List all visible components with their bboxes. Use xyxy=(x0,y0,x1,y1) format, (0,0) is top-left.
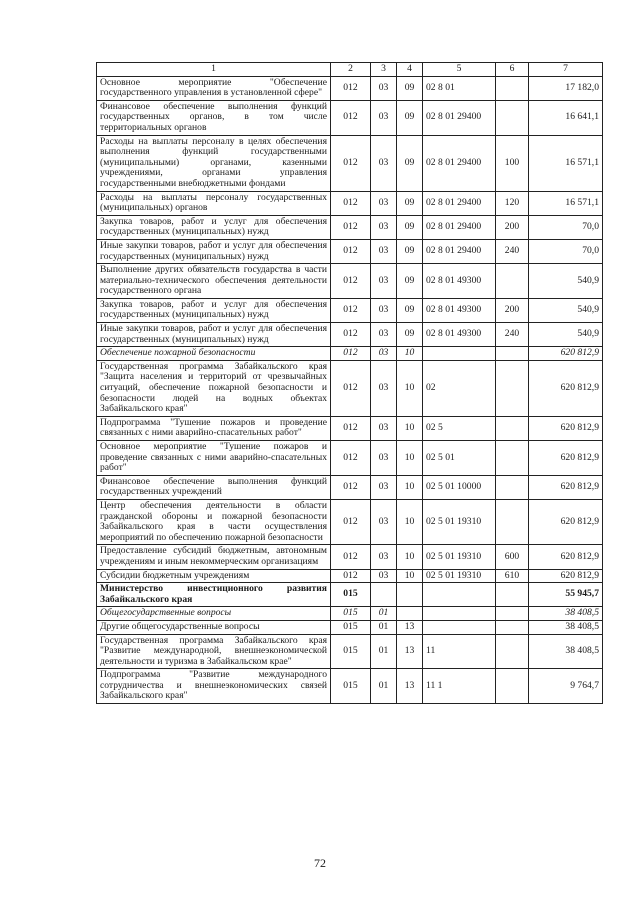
row-section-code: 03 xyxy=(371,298,397,322)
row-expense-type xyxy=(496,441,529,476)
table-row xyxy=(97,298,603,322)
row-grbs-code: 012 xyxy=(331,239,371,263)
table-row xyxy=(97,191,603,215)
row-subsection-code: 09 xyxy=(397,264,423,299)
row-expense-type: 200 xyxy=(496,298,529,322)
table-row xyxy=(97,264,603,299)
row-amount: 620 812,9 xyxy=(529,360,603,416)
row-target-article: 02 8 01 29400 xyxy=(423,100,496,135)
row-amount: 16 571,1 xyxy=(529,191,603,215)
row-name: Финансовое обеспечение выполнения функций государственных органов, в том числе территориальных органов xyxy=(97,100,331,135)
row-name: Основное мероприятие "Тушение пожаров и проведение связанных с ними аварийно-спасательных работ" xyxy=(97,441,331,476)
table-row xyxy=(97,475,603,499)
row-section-code: 03 xyxy=(371,76,397,100)
row-section-code: 03 xyxy=(371,360,397,416)
row-section-code xyxy=(371,583,397,607)
row-grbs-code: 012 xyxy=(331,323,371,347)
row-grbs-code: 012 xyxy=(331,264,371,299)
row-grbs-code: 012 xyxy=(331,135,371,191)
table-row xyxy=(97,607,603,621)
row-name: Субсидии бюджетным учреждениям xyxy=(97,569,331,583)
row-expense-type: 240 xyxy=(496,239,529,263)
row-target-article xyxy=(423,347,496,361)
row-section-code: 03 xyxy=(371,441,397,476)
table-row xyxy=(97,215,603,239)
table-header-row xyxy=(97,63,603,77)
table-body xyxy=(97,76,603,703)
table-row xyxy=(97,583,603,607)
row-expense-type: 600 xyxy=(496,545,529,569)
row-amount: 38 408,5 xyxy=(529,634,603,669)
row-target-article: 02 5 xyxy=(423,416,496,440)
table-row xyxy=(97,100,603,135)
row-section-code: 03 xyxy=(371,347,397,361)
row-grbs-code: 012 xyxy=(331,499,371,544)
row-name: Основное мероприятие "Обеспечение государственного управления в установленной сфере" xyxy=(97,76,331,100)
row-name: Закупка товаров, работ и услуг для обеспечения государственных (муниципальных) нужд xyxy=(97,215,331,239)
table-row xyxy=(97,76,603,100)
table-row xyxy=(97,569,603,583)
row-name: Центр обеспечения деятельности в области гражданской обороны и пожарной безопасности Забайкальского края в части осуществления мероприятий по обеспечению пожарной безопасности xyxy=(97,499,331,544)
header-col-7: 7 xyxy=(529,63,603,77)
row-amount: 620 812,9 xyxy=(529,347,603,361)
table-row xyxy=(97,323,603,347)
row-subsection-code xyxy=(397,607,423,621)
row-expense-type xyxy=(496,620,529,634)
row-target-article: 02 8 01 49300 xyxy=(423,264,496,299)
row-subsection-code: 10 xyxy=(397,441,423,476)
row-expense-type xyxy=(496,669,529,704)
row-subsection-code: 09 xyxy=(397,215,423,239)
row-amount: 540,9 xyxy=(529,323,603,347)
row-amount: 620 812,9 xyxy=(529,416,603,440)
row-section-code: 03 xyxy=(371,569,397,583)
row-amount: 38 408,5 xyxy=(529,607,603,621)
row-expense-type xyxy=(496,475,529,499)
row-subsection-code: 10 xyxy=(397,545,423,569)
row-subsection-code: 09 xyxy=(397,191,423,215)
row-grbs-code: 012 xyxy=(331,416,371,440)
row-expense-type: 610 xyxy=(496,569,529,583)
row-target-article: 02 5 01 xyxy=(423,441,496,476)
table-row xyxy=(97,620,603,634)
row-expense-type xyxy=(496,416,529,440)
row-amount: 620 812,9 xyxy=(529,475,603,499)
row-grbs-code: 012 xyxy=(331,441,371,476)
row-target-article: 02 5 01 19310 xyxy=(423,499,496,544)
row-amount: 38 408,5 xyxy=(529,620,603,634)
row-name: Расходы на выплаты персоналу государственных (муниципальных) органов xyxy=(97,191,331,215)
row-section-code: 03 xyxy=(371,135,397,191)
table-row xyxy=(97,441,603,476)
row-section-code: 03 xyxy=(371,215,397,239)
header-col-3: 3 xyxy=(371,63,397,77)
row-name: Обеспечение пожарной безопасности xyxy=(97,347,331,361)
row-name: Подпрограмма "Развитие международного сотрудничества и внешнеэкономических связей Забайкальского края" xyxy=(97,669,331,704)
row-section-code: 03 xyxy=(371,239,397,263)
row-amount: 540,9 xyxy=(529,264,603,299)
row-name: Министерство инвестиционного развития Забайкальского края xyxy=(97,583,331,607)
row-expense-type xyxy=(496,499,529,544)
row-grbs-code: 015 xyxy=(331,583,371,607)
row-grbs-code: 012 xyxy=(331,569,371,583)
row-section-code: 03 xyxy=(371,475,397,499)
row-subsection-code: 10 xyxy=(397,360,423,416)
row-name: Подпрограмма "Тушение пожаров и проведение связанных с ними аварийно-спасательных работ" xyxy=(97,416,331,440)
row-amount: 17 182,0 xyxy=(529,76,603,100)
row-subsection-code: 10 xyxy=(397,499,423,544)
row-grbs-code: 012 xyxy=(331,76,371,100)
table-row xyxy=(97,499,603,544)
row-name: Закупка товаров, работ и услуг для обеспечения государственных (муниципальных) нужд xyxy=(97,298,331,322)
row-expense-type xyxy=(496,76,529,100)
row-amount: 540,9 xyxy=(529,298,603,322)
row-expense-type: 240 xyxy=(496,323,529,347)
row-amount: 620 812,9 xyxy=(529,441,603,476)
row-name: Выполнение других обязательств государства в части материально-технического обеспечения деятельности государственного органа xyxy=(97,264,331,299)
row-target-article: 02 5 01 10000 xyxy=(423,475,496,499)
table-row xyxy=(97,347,603,361)
header-col-2: 2 xyxy=(331,63,371,77)
row-grbs-code: 015 xyxy=(331,669,371,704)
row-target-article: 02 8 01 29400 xyxy=(423,215,496,239)
header-col-1: 1 xyxy=(97,63,331,77)
row-target-article: 11 1 xyxy=(423,669,496,704)
row-name: Иные закупки товаров, работ и услуг для обеспечения государственных (муниципальных) нужд xyxy=(97,323,331,347)
row-target-article: 02 8 01 29400 xyxy=(423,135,496,191)
row-target-article: 11 xyxy=(423,634,496,669)
row-amount: 16 571,1 xyxy=(529,135,603,191)
row-section-code: 01 xyxy=(371,607,397,621)
row-section-code: 03 xyxy=(371,264,397,299)
row-expense-type xyxy=(496,100,529,135)
row-expense-type xyxy=(496,264,529,299)
row-grbs-code: 015 xyxy=(331,620,371,634)
row-subsection-code: 10 xyxy=(397,416,423,440)
row-name: Государственная программа Забайкальского края "Защита населения и территорий от чрезвычайных ситуаций, обеспечение пожарной безопасности и безопасности людей на водных объектах Забайкальского края" xyxy=(97,360,331,416)
row-subsection-code: 13 xyxy=(397,634,423,669)
table-row xyxy=(97,545,603,569)
row-name: Расходы на выплаты персоналу в целях обеспечения выполнения функций государственными (муниципальными) органами, казенными учреждениями, органами управления государственными внебюджетными фондами xyxy=(97,135,331,191)
row-amount: 9 764,7 xyxy=(529,669,603,704)
row-amount: 70,0 xyxy=(529,239,603,263)
header-col-4: 4 xyxy=(397,63,423,77)
row-target-article: 02 8 01 29400 xyxy=(423,239,496,263)
row-grbs-code: 012 xyxy=(331,475,371,499)
row-expense-type xyxy=(496,607,529,621)
row-target-article xyxy=(423,583,496,607)
row-grbs-code: 012 xyxy=(331,347,371,361)
row-amount: 620 812,9 xyxy=(529,569,603,583)
row-expense-type xyxy=(496,347,529,361)
row-subsection-code: 09 xyxy=(397,239,423,263)
row-name: Другие общегосударственные вопросы xyxy=(97,620,331,634)
row-expense-type: 100 xyxy=(496,135,529,191)
row-grbs-code: 012 xyxy=(331,191,371,215)
row-amount: 620 812,9 xyxy=(529,545,603,569)
row-subsection-code: 09 xyxy=(397,76,423,100)
header-col-5: 5 xyxy=(423,63,496,77)
row-grbs-code: 015 xyxy=(331,634,371,669)
row-target-article: 02 8 01 29400 xyxy=(423,191,496,215)
row-target-article xyxy=(423,607,496,621)
row-target-article: 02 8 01 xyxy=(423,76,496,100)
row-expense-type: 200 xyxy=(496,215,529,239)
row-target-article: 02 5 01 19310 xyxy=(423,569,496,583)
table-row xyxy=(97,416,603,440)
page-number: 72 xyxy=(314,856,326,870)
row-grbs-code: 012 xyxy=(331,298,371,322)
row-section-code: 03 xyxy=(371,191,397,215)
header-col-6: 6 xyxy=(496,63,529,77)
row-section-code: 03 xyxy=(371,416,397,440)
budget-table xyxy=(96,62,603,704)
row-subsection-code: 13 xyxy=(397,669,423,704)
row-name: Общегосударственные вопросы xyxy=(97,607,331,621)
row-section-code: 01 xyxy=(371,620,397,634)
row-target-article: 02 8 01 49300 xyxy=(423,298,496,322)
row-amount: 55 945,7 xyxy=(529,583,603,607)
row-target-article: 02 xyxy=(423,360,496,416)
row-name: Финансовое обеспечение выполнения функций государственных учреждений xyxy=(97,475,331,499)
table-row xyxy=(97,669,603,704)
row-subsection-code: 09 xyxy=(397,323,423,347)
table-row xyxy=(97,135,603,191)
row-grbs-code: 012 xyxy=(331,100,371,135)
row-section-code: 01 xyxy=(371,634,397,669)
row-expense-type xyxy=(496,634,529,669)
row-section-code: 03 xyxy=(371,499,397,544)
row-expense-type: 120 xyxy=(496,191,529,215)
table-row xyxy=(97,239,603,263)
row-grbs-code: 012 xyxy=(331,545,371,569)
row-target-article xyxy=(423,620,496,634)
row-amount: 620 812,9 xyxy=(529,499,603,544)
row-subsection-code: 13 xyxy=(397,620,423,634)
row-subsection-code: 10 xyxy=(397,347,423,361)
row-amount: 16 641,1 xyxy=(529,100,603,135)
row-subsection-code: 09 xyxy=(397,298,423,322)
row-name: Предоставление субсидий бюджетным, автономным учреждениям и иным некоммерческим организациям xyxy=(97,545,331,569)
row-grbs-code: 012 xyxy=(331,360,371,416)
row-subsection-code xyxy=(397,583,423,607)
row-section-code: 03 xyxy=(371,545,397,569)
row-expense-type xyxy=(496,360,529,416)
row-subsection-code: 09 xyxy=(397,100,423,135)
row-section-code: 03 xyxy=(371,323,397,347)
row-section-code: 03 xyxy=(371,100,397,135)
row-amount: 70,0 xyxy=(529,215,603,239)
row-grbs-code: 012 xyxy=(331,215,371,239)
table-row xyxy=(97,634,603,669)
table-row xyxy=(97,360,603,416)
row-name: Иные закупки товаров, работ и услуг для обеспечения государственных (муниципальных) нужд xyxy=(97,239,331,263)
row-name: Государственная программа Забайкальского края "Развитие международной, внешнеэкономической деятельности и туризма в Забайкальском крае" xyxy=(97,634,331,669)
row-subsection-code: 09 xyxy=(397,135,423,191)
row-target-article: 02 5 01 19310 xyxy=(423,545,496,569)
row-section-code: 01 xyxy=(371,669,397,704)
row-subsection-code: 10 xyxy=(397,475,423,499)
row-target-article: 02 8 01 49300 xyxy=(423,323,496,347)
row-expense-type xyxy=(496,583,529,607)
row-grbs-code: 015 xyxy=(331,607,371,621)
row-subsection-code: 10 xyxy=(397,569,423,583)
